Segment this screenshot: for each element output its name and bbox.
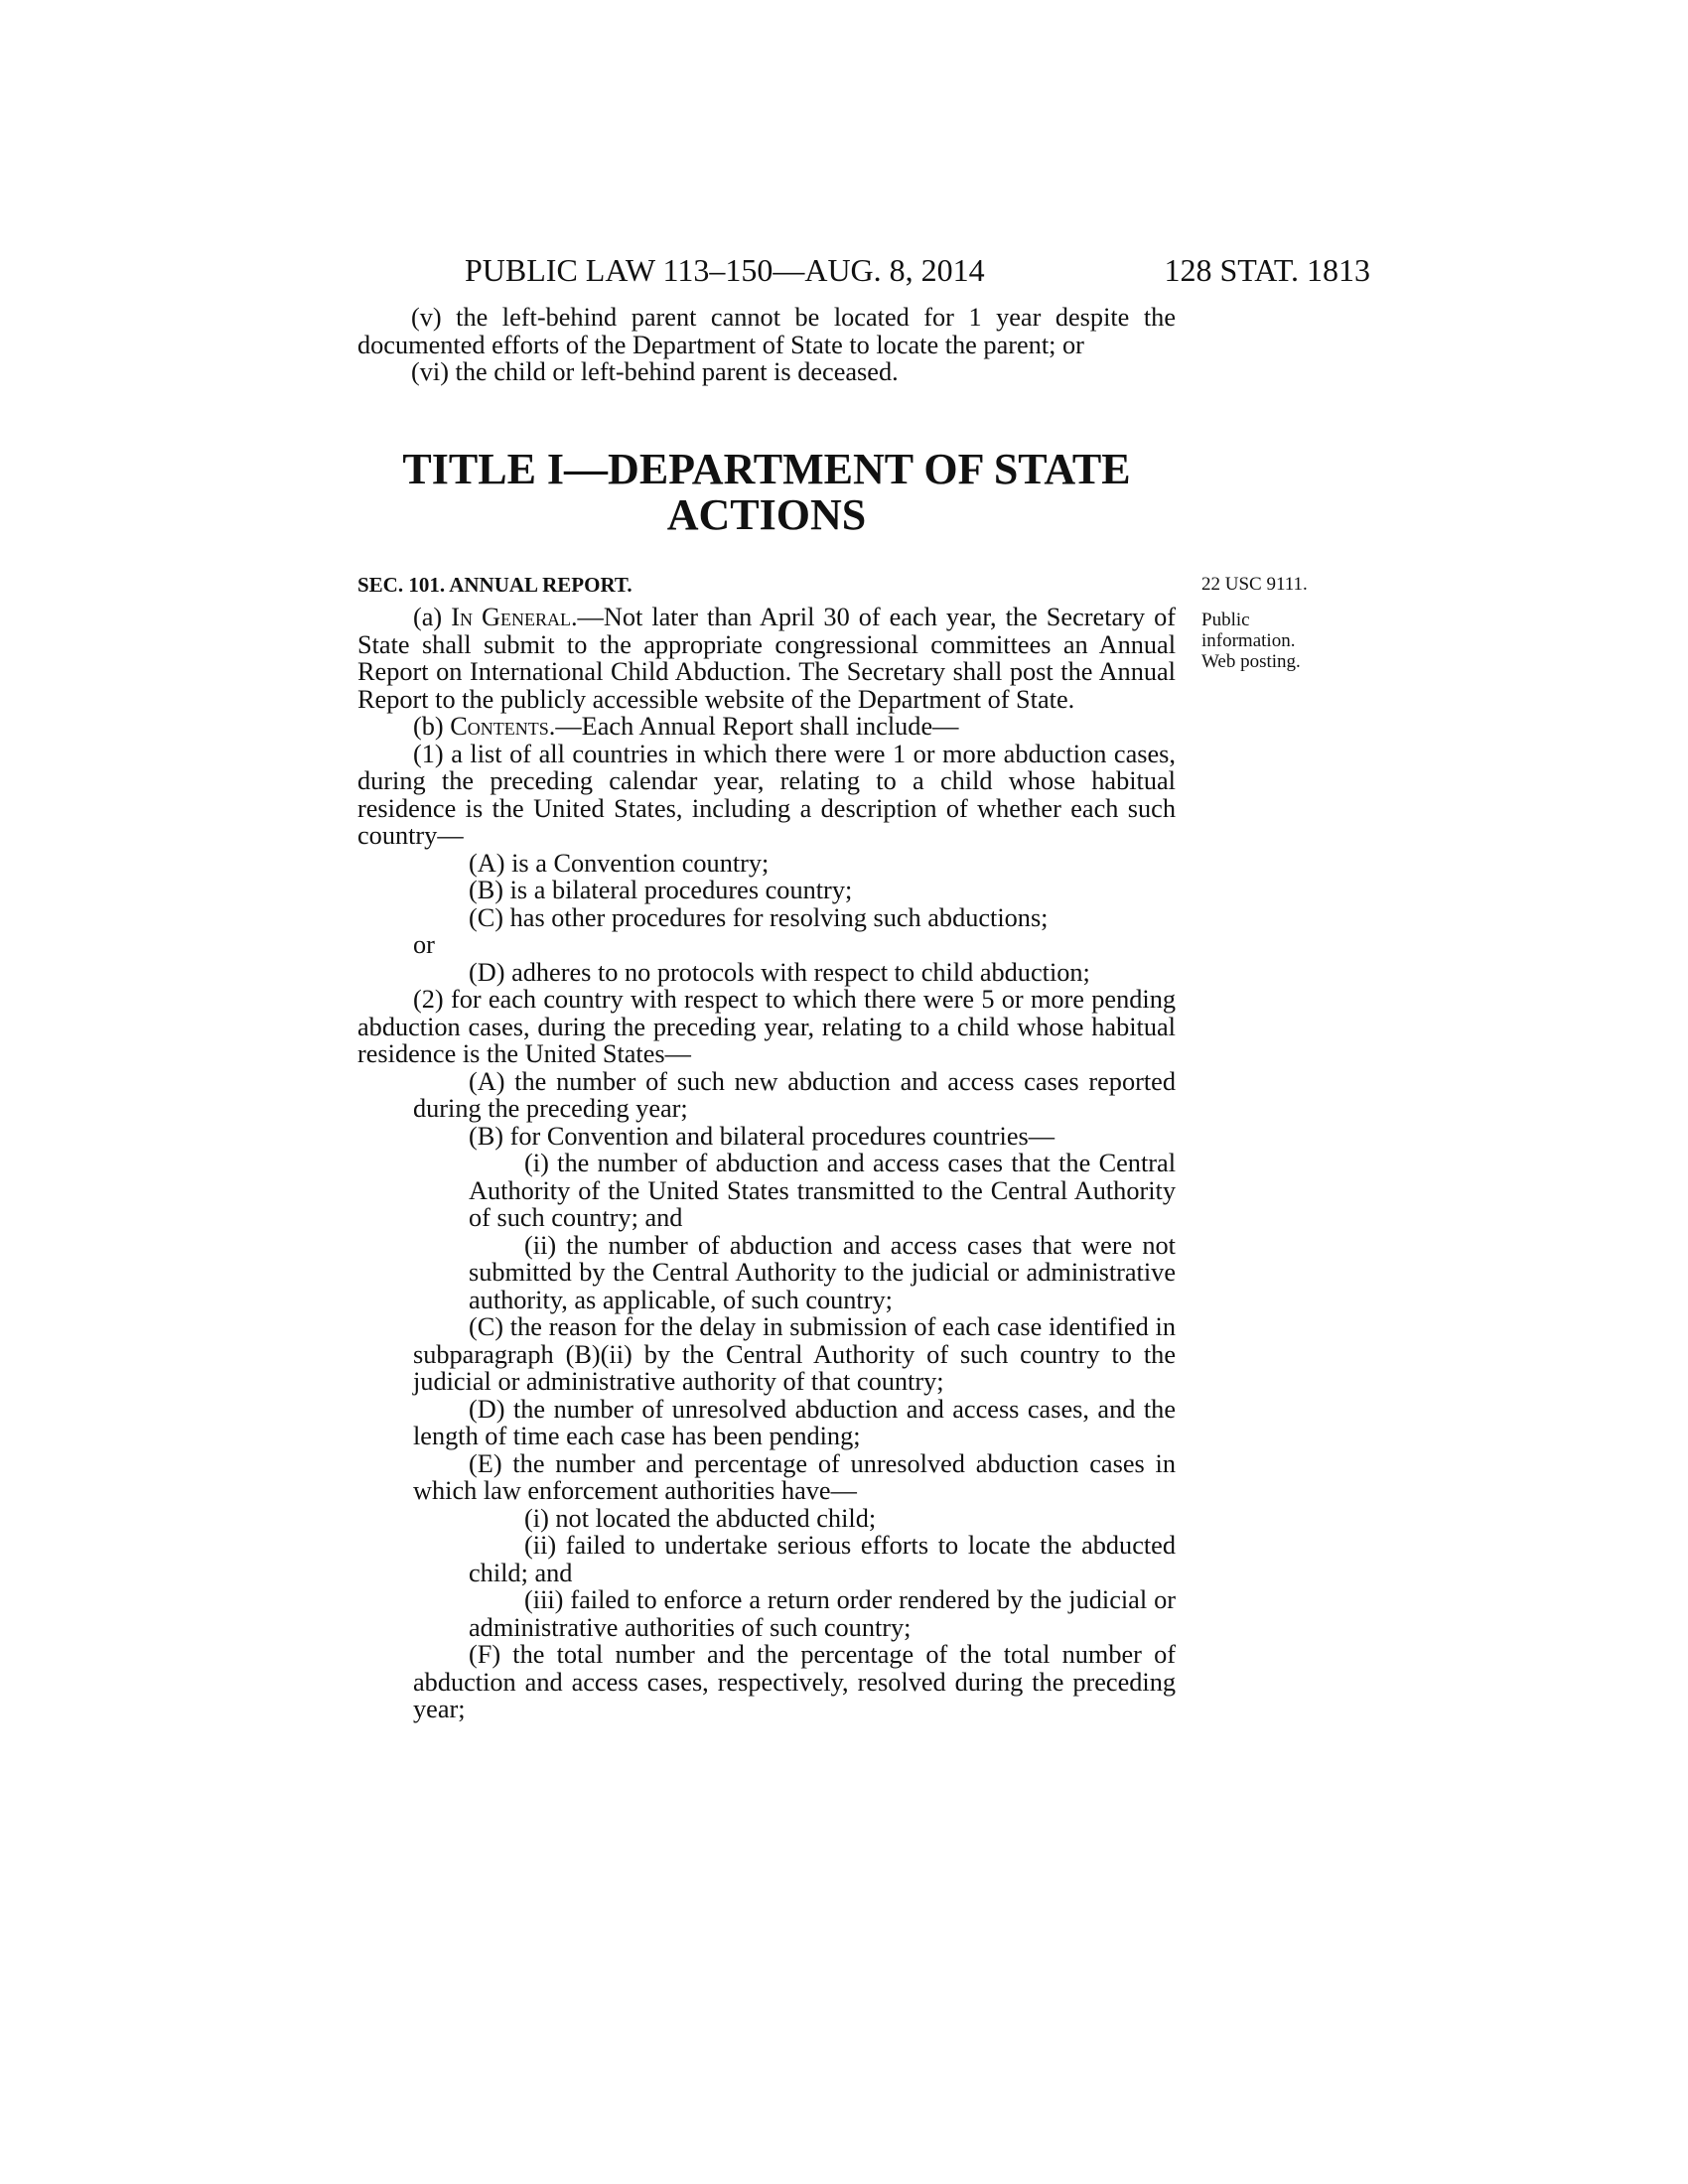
margin-note-line-2: information. — [1201, 630, 1296, 651]
margin-note-line-3: Web posting. — [1201, 651, 1301, 672]
public-law-citation: PUBLIC LAW 113–150—AUG. 8, 2014 — [465, 252, 985, 288]
paragraph-1-B: (B) is a bilateral procedures country; — [469, 876, 853, 904]
paragraph-2-E-ii: (ii) failed to undertake serious efforts to locate the abducted child; and — [469, 1531, 1176, 1587]
subsection-a: (a) In General.—Not later than April 30 of each year, the Secretary of State shall submit to the appropriate congressional committees an Annual Report on International Child Abduction. The Secretary shall post the Annual Report to the publicly accessible website of the Department of State. — [357, 603, 1177, 714]
subsection-b: (b) Contents.—Each Annual Report shall include— — [413, 712, 959, 741]
paragraph-1: (1) a list of all countries in which there were 1 or more abduction cases, during the preceding calendar year, relating to a child whose habitual residence is the United States, including a description of whether each such country— — [357, 739, 1176, 850]
paragraph-1-A: (A) is a Convention country; — [469, 848, 770, 878]
subsection-a-heading: In General — [451, 603, 571, 631]
paragraph-1-D: (D) adheres to no protocols with respect to child abduction; — [469, 957, 1090, 987]
paragraph-2-B-ii: (ii) the number of abduction and access cases that were not submitted by the Central Authority to the judicial or administrative authority, as applicable, of such country; — [469, 1230, 1176, 1314]
paragraph-2-B-i: (i) the number of abduction and access cases that the Central Authority of the United States transmitted to the Central Authority of such country; and — [469, 1149, 1176, 1232]
paragraph-2-D: (D) the number of unresolved abduction and access cases, and the length of time each case has been pending; — [413, 1394, 1176, 1450]
paragraph-2: (2) for each country with respect to which there were 5 or more pending abduction cases, during the preceding year, relating to a child whose habitual residence is the United States— — [357, 985, 1176, 1068]
item-vi: (vi) the child or left-behind parent is deceased. — [411, 357, 899, 386]
paragraph-2-C: (C) the reason for the delay in submission of each case identified in subparagraph (B)(ii) by the Central Authority of such country to the judicial or administrative authority of that country; — [413, 1312, 1176, 1396]
section-heading: SEC. 101. ANNUAL REPORT. — [357, 573, 633, 597]
title-line-2: ACTIONS — [666, 490, 867, 539]
paragraph-2-E-i: (i) not located the abducted child; — [524, 1503, 877, 1533]
statute-page-number: 128 STAT. 1813 — [1164, 252, 1370, 288]
title-heading — [357, 447, 1176, 538]
section-body — [357, 604, 1176, 1723]
top-items-block — [357, 303, 1176, 386]
margin-note-line-1: Public — [1201, 610, 1250, 630]
paragraph-1-or: or — [413, 930, 435, 959]
title-line-1: TITLE I—DEPARTMENT OF STATE — [402, 445, 1131, 493]
paragraph-2-A: (A) the number of such new abduction and access cases reported during the preceding year; — [413, 1066, 1176, 1123]
paragraph-1-C: (C) has other procedures for resolving such abductions; — [469, 902, 1049, 932]
paragraph-2-F: (F) the total number and the percentage of the total number of abduction and access cases, respectively, resolved during the preceding year; — [413, 1640, 1176, 1723]
margin-note-public-info — [1201, 610, 1340, 672]
paragraph-2-B: (B) for Convention and bilateral procedures countries— — [469, 1121, 1055, 1151]
item-v: (v) the left-behind parent cannot be located for 1 year despite the documented efforts of the Department of State to locate the parent; or — [357, 303, 1176, 359]
subsection-b-heading: Contents — [450, 712, 549, 741]
usc-note: 22 USC 9111. — [1201, 574, 1308, 595]
paragraph-2-E-iii: (iii) failed to enforce a return order rendered by the judicial or administrative authorities of such country; — [469, 1585, 1176, 1642]
paragraph-2-E: (E) the number and percentage of unresolved abduction cases in which law enforcement authorities have— — [413, 1448, 1176, 1505]
